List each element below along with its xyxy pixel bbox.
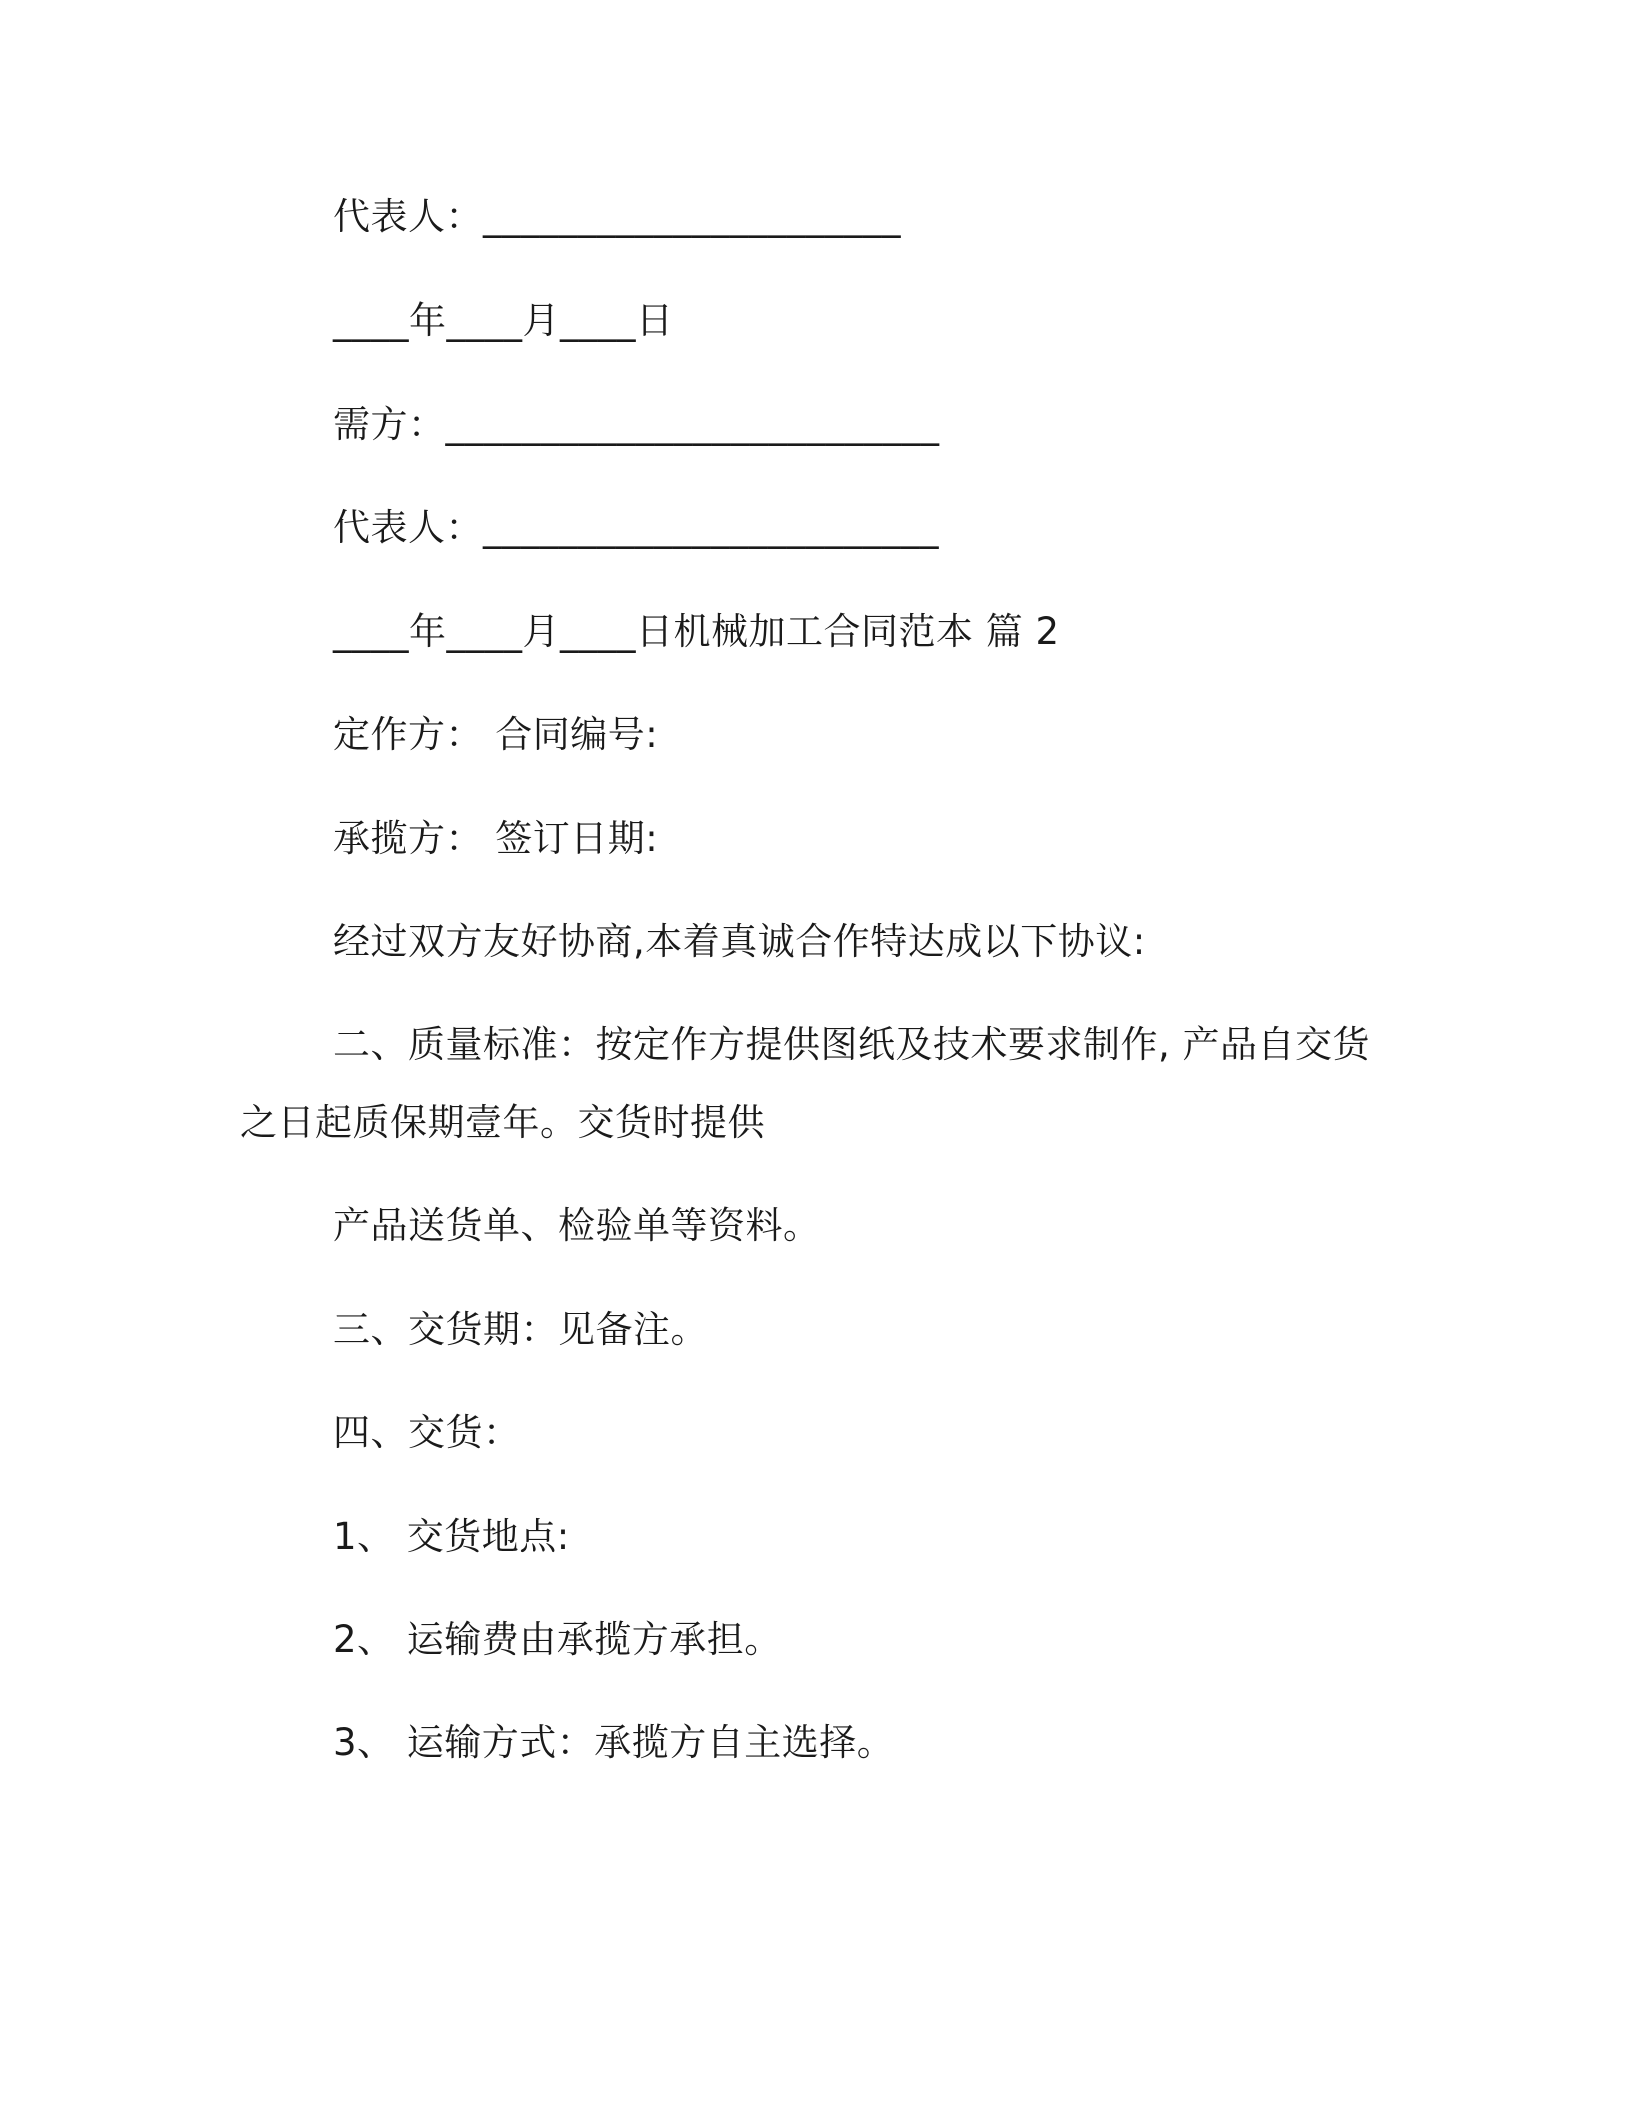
rep-signature-line-1: 代表人：______________________: [333, 195, 901, 238]
clause-delivery-period: 三、交货期：见备注。: [333, 1308, 708, 1351]
clause-quality-standard-continued: 之日起质保期壹年。交货时提供: [240, 1101, 765, 1144]
clause-delivery-documents: 产品送货单、检验单等资料。: [333, 1204, 821, 1247]
orderer-contract-number-line: 定作方： 合同编号:: [333, 713, 659, 756]
clause-transport-method: 3、 运输方式：承揽方自主选择。: [333, 1721, 895, 1764]
clause-delivery-location: 1、 交货地点:: [333, 1515, 570, 1558]
agreement-intro: 经过双方友好协商,本着真诚合作特达成以下协议:: [333, 920, 1146, 963]
clause-transport-cost: 2、 运输费由承揽方承担。: [333, 1618, 782, 1661]
clause-delivery: 四、交货：: [333, 1411, 521, 1454]
buyer-signature-line: 需方：__________________________: [333, 403, 940, 446]
clause-quality-standard: 二、质量标准：按定作方提供图纸及技术要求制作, 产品自交货: [333, 1023, 1371, 1066]
date-and-heading-line: ____年____月____日机械加工合同范本 篇 2: [333, 610, 1060, 653]
date-line-1: ____年____月____日: [333, 299, 674, 342]
contractor-sign-date-line: 承揽方： 签订日期:: [333, 817, 659, 860]
rep-signature-line-2: 代表人：________________________: [333, 506, 939, 549]
